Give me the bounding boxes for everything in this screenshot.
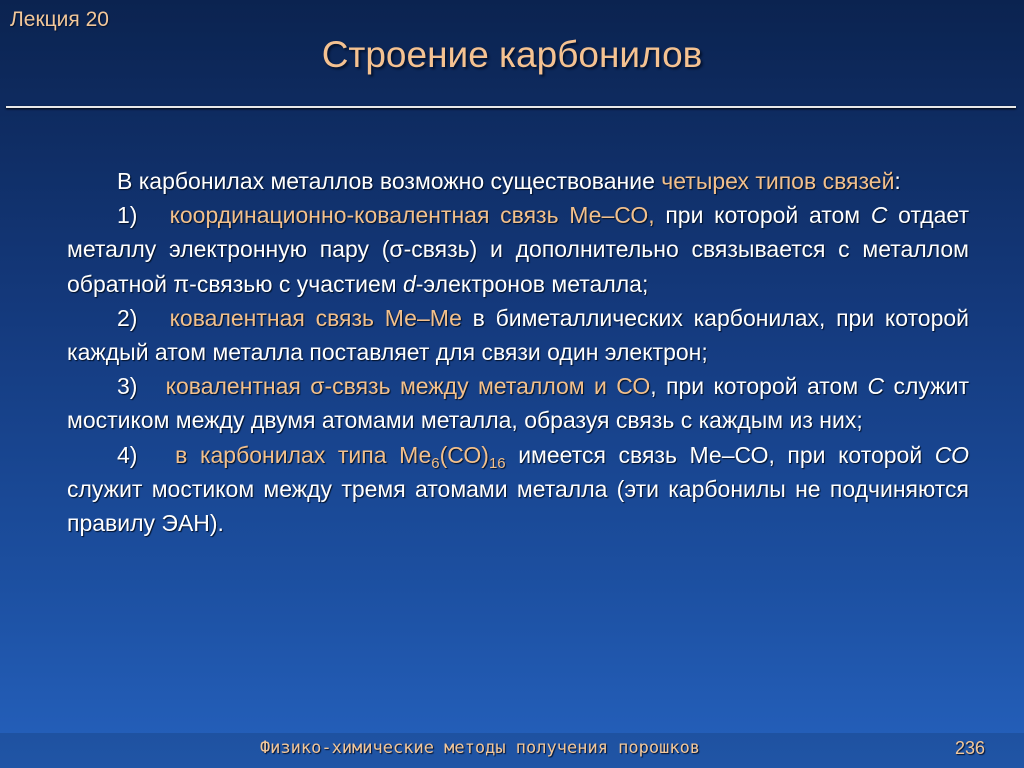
item-highlight: ковалентная σ-связь между металлом и СО <box>165 373 651 400</box>
item-highlight: координационно-ковалентная связь Ме–СО, <box>169 202 655 229</box>
intro-paragraph: В карбонилах металлов возможно существование четырех типов связей: <box>117 168 901 194</box>
item-number: 1) <box>117 202 138 229</box>
list-item-4: 4) в карбонилах типа $Ме_6(СО)_{16}$ имеется связь Ме–СО, при которой СО служит мостиком между тремя атомами металла (эти карбонилы не подчиняются правилу ЭАН). <box>67 441 970 537</box>
slide-title: Строение карбонилов <box>321 34 703 75</box>
page-number: 236 <box>955 738 986 758</box>
item-number: 4) <box>117 441 138 468</box>
item-number: 2) <box>117 304 138 331</box>
intro-highlight: четырех типов связей <box>661 168 895 194</box>
item-highlight: в карбонилах типа $Ме_6(СО)_{16}$ <box>175 441 506 472</box>
item-highlight: ковалентная связь Ме–Ме <box>169 304 462 331</box>
footer-course: Физико-химические методы получения порошков <box>259 738 701 758</box>
lecture-label: Лекция 20 <box>10 8 109 31</box>
list-item-1: 1) координационно-ковалентная связь Ме–СО, при которой атом C отдает металлу электронную пару (σ-связь) и дополнительно связывается с металлом обратной π-связью с участием d-электронов металла; <box>67 202 969 297</box>
slide-body <box>67 164 969 540</box>
item-number: 3) <box>117 373 138 400</box>
list-item-3: 3) ковалентная σ-связь между металлом и СО, при которой атом С служит мостиком между двумя атомами металла, образуя связь с каждым из них; <box>67 373 970 434</box>
list-item-2: 2) ковалентная связь Ме–Ме в биметаллических карбонилах, при которой каждый атом металла поставляет для связи один электрон; <box>67 304 970 366</box>
title-divider <box>6 106 1016 108</box>
